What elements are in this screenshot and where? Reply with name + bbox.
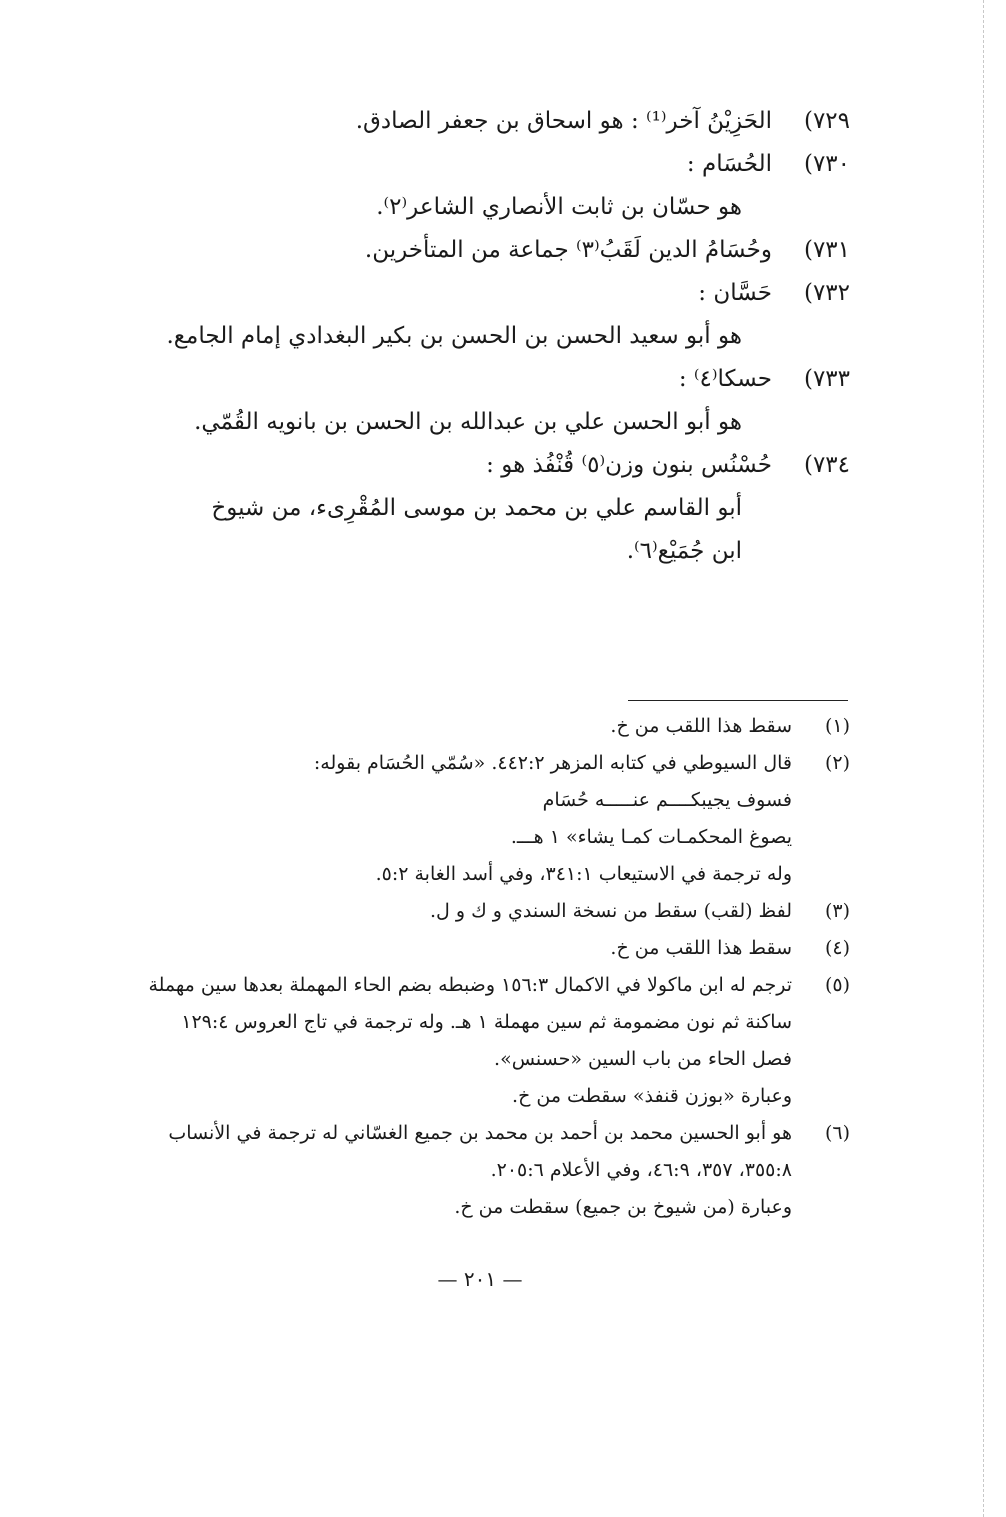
footnote-text: سقط هذا اللقب من خ. <box>610 715 792 737</box>
entry-text: حَسَّان : <box>698 280 772 306</box>
entry-text: حسكا⁽٤⁾ : <box>678 366 772 392</box>
entry-729 <box>150 100 850 143</box>
entry-734 <box>150 444 850 487</box>
verse-line-2: يصوغ المحكمـات كمـا يشاء» ١ هـــ. <box>510 826 792 848</box>
entry-731 <box>150 229 850 272</box>
page-number: — ٢٠١ — <box>437 1267 523 1291</box>
entry-text: الحُسَام : <box>686 151 772 177</box>
footnote-5 <box>135 967 850 1004</box>
footnote-continuation: وله ترجمة في الاستيعاب ٣٤١:١، وفي أسد الغابة ٥:٢. <box>375 863 792 885</box>
footnote-2 <box>135 745 850 782</box>
footnote-text: سقط هذا اللقب من خ. <box>610 937 792 959</box>
footnote-number: (٦) <box>824 1122 850 1144</box>
entry-number: ٧٣٤) <box>803 452 850 478</box>
entry-730 <box>150 143 850 186</box>
entry-continuation: ابن جُمَيْع⁽٦⁾. <box>626 538 742 564</box>
entry-number: ٧٣٣) <box>803 366 850 392</box>
footnote-text: هو أبو الحسين محمد بن أحمد بن محمد بن جميع الغسّاني له ترجمة في الأنساب <box>168 1122 792 1144</box>
footnote-1 <box>135 708 850 745</box>
footnote-number: (١) <box>824 715 850 737</box>
entry-732 <box>150 272 850 315</box>
footnote-4 <box>135 930 850 967</box>
footnote-number: (٣) <box>824 900 850 922</box>
footnote-continuation: ساكنة ثم نون مضمومة ثم سين مهملة ١ هـ. وله ترجمة في تاج العروس ١٢٩:٤ <box>181 1011 792 1033</box>
footnote-continuation: فصل الحاء من باب السين «حسنس». <box>494 1048 792 1070</box>
entry-number: ٧٣٠) <box>803 151 850 177</box>
entry-number: ٧٣٢) <box>803 280 850 306</box>
page-edge-line <box>983 0 984 1517</box>
entry-text: وحُسَامُ الدين لَقَبُ⁽٣⁾ جماعة من المتأخرين. <box>364 237 772 263</box>
entry-number: ٧٢٩) <box>803 108 850 134</box>
main-text <box>150 100 850 573</box>
entry-continuation: هو حسّان بن ثابت الأنصاري الشاعر⁽٢⁾. <box>376 194 742 220</box>
footnote-6 <box>135 1115 850 1152</box>
footnote-continuation: وعبارة (من شيوخ بن جميع) سقطت من خ. <box>454 1196 792 1218</box>
footnotes <box>135 708 850 1226</box>
footnote-number: (٥) <box>824 974 850 996</box>
entry-continuation: هو أبو سعيد الحسن بن الحسن بن بكير البغدادي إمام الجامع. <box>166 323 742 349</box>
entry-text: الحَزِيْنُ آخر⁽¹⁾ : هو اسحاق بن جعفر الصادق. <box>355 108 772 134</box>
footnote-continuation: ٣٥٥:٨، ٣٥٧، ٤٦:٩، وفي الأعلام ٢٠٥:٦. <box>490 1159 792 1181</box>
footnote-number: (٤) <box>824 937 850 959</box>
verse-line-1: فسوف يجيبكــــم عنـــــه حُسَام <box>542 789 792 811</box>
footnote-number: (٢) <box>824 752 850 774</box>
footnote-text: ترجم له ابن ماكولا في الاكمال ١٥٦:٣ وضبطه بضم الحاء المهملة بعدها سين مهملة <box>148 974 792 996</box>
footnote-continuation: وعبارة «بوزن قنفذ» سقطت من خ. <box>512 1085 792 1107</box>
entry-number: ٧٣١) <box>803 237 850 263</box>
footnote-text: لفظ (لقب) سقط من نسخة السندي و ك و ل. <box>429 900 792 922</box>
footnote-separator <box>628 700 848 701</box>
footnote-text: قال السيوطي في كتابه المزهر ٤٤٢:٢. «سُمّي الحُسَام بقوله: <box>313 752 792 774</box>
entry-continuation: أبو القاسم علي بن محمد بن موسى المُقْرِىء، من شيوخ <box>211 495 742 521</box>
entry-continuation: هو أبو الحسن علي بن عبدالله بن الحسن بن بانويه القُمّي. <box>194 409 742 435</box>
footnote-3 <box>135 893 850 930</box>
entry-text: حُسْنُس بنون وزن⁽٥⁾ قُنْفُذ هو : <box>486 452 772 478</box>
entry-733 <box>150 358 850 401</box>
